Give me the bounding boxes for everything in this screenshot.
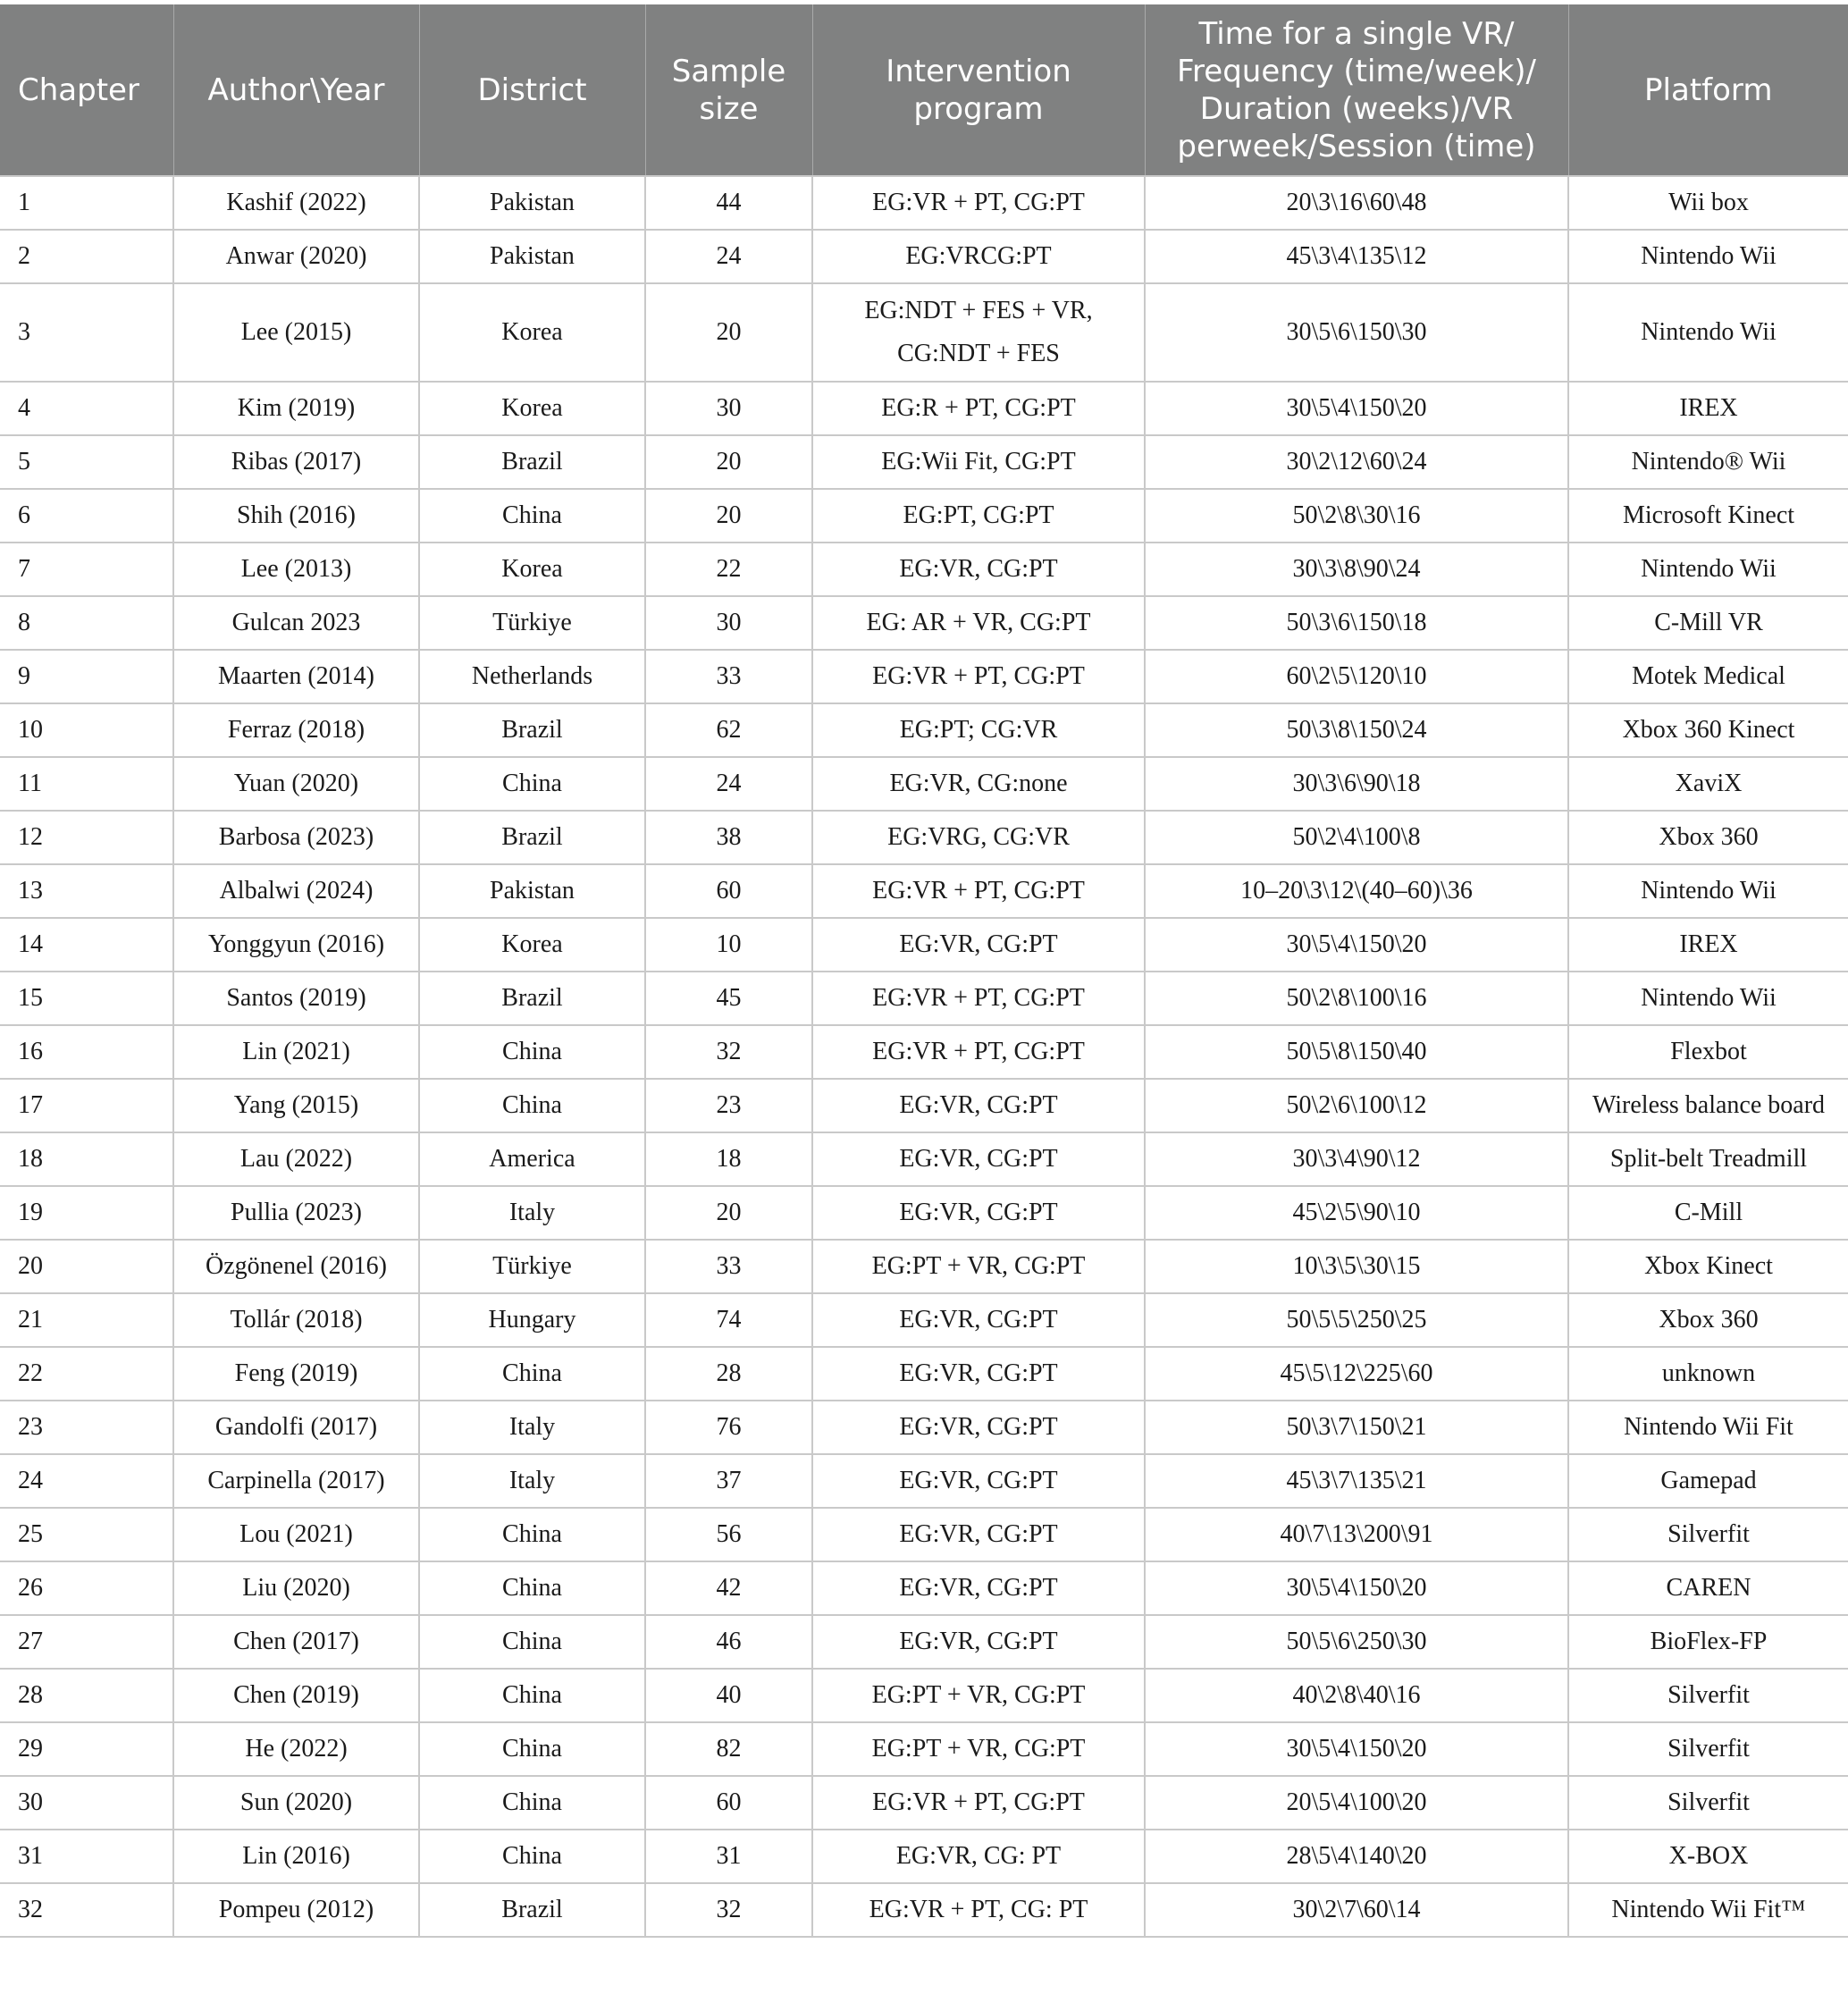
cell-platform: Gamepad [1568, 1454, 1848, 1508]
cell-platform: Split-belt Treadmill [1568, 1132, 1848, 1186]
cell-author-year: Feng (2019) [173, 1347, 419, 1401]
cell-platform: Xbox 360 [1568, 1293, 1848, 1347]
cell-platform: Nintendo Wii [1568, 543, 1848, 596]
table-body [0, 176, 1848, 1937]
cell-intervention-program: EG:PT + VR, CG:PT [812, 1722, 1145, 1776]
cell-platform: CAREN [1568, 1561, 1848, 1615]
table-row [0, 1293, 1848, 1347]
cell-sample-size: 38 [645, 811, 812, 864]
cell-sample-size: 82 [645, 1722, 812, 1776]
cell-sample-size: 23 [645, 1079, 812, 1132]
cell-district: China [419, 1722, 645, 1776]
cell-author-year: Chen (2017) [173, 1615, 419, 1669]
studies-table [0, 4, 1848, 1938]
cell-intervention-program: EG:PT + VR, CG:PT [812, 1240, 1145, 1293]
cell-intervention-program: EG:VR + PT, CG:PT [812, 972, 1145, 1025]
cell-platform: Silverfit [1568, 1669, 1848, 1722]
cell-platform: IREX [1568, 918, 1848, 972]
cell-district: Türkiye [419, 596, 645, 650]
cell-platform: Silverfit [1568, 1508, 1848, 1561]
cell-district: Korea [419, 382, 645, 435]
cell-time-frequency-duration: 10\3\5\30\15 [1145, 1240, 1568, 1293]
cell-chapter: 32 [0, 1883, 173, 1937]
cell-platform: Nintendo® Wii [1568, 435, 1848, 489]
cell-platform: Wireless balance board [1568, 1079, 1848, 1132]
cell-sample-size: 22 [645, 543, 812, 596]
cell-sample-size: 62 [645, 703, 812, 757]
cell-time-frequency-duration: 30\5\4\150\20 [1145, 1722, 1568, 1776]
cell-district: China [419, 489, 645, 543]
cell-sample-size: 20 [645, 435, 812, 489]
cell-chapter: 27 [0, 1615, 173, 1669]
cell-time-frequency-duration: 50\2\8\30\16 [1145, 489, 1568, 543]
column-header-district: District [419, 4, 645, 176]
column-header-time-frequency-duration: Time for a single VR/ Frequency (time/week)/ Duration (weeks)/VR perweek/Session (time) [1145, 4, 1568, 176]
cell-platform: Motek Medical [1568, 650, 1848, 703]
cell-platform: unknown [1568, 1347, 1848, 1401]
cell-intervention-program: EG:PT + VR, CG:PT [812, 1669, 1145, 1722]
cell-intervention-program: EG:VR, CG:PT [812, 1293, 1145, 1347]
cell-chapter: 31 [0, 1830, 173, 1883]
cell-author-year: Maarten (2014) [173, 650, 419, 703]
cell-chapter: 18 [0, 1132, 173, 1186]
cell-platform: Nintendo Wii [1568, 230, 1848, 283]
cell-district: China [419, 1776, 645, 1830]
cell-author-year: Barbosa (2023) [173, 811, 419, 864]
cell-author-year: Lin (2021) [173, 1025, 419, 1079]
cell-intervention-program: EG:Wii Fit, CG:PT [812, 435, 1145, 489]
cell-time-frequency-duration: 45\3\7\135\21 [1145, 1454, 1568, 1508]
cell-time-frequency-duration: 30\5\4\150\20 [1145, 918, 1568, 972]
cell-district: Korea [419, 283, 645, 382]
cell-time-frequency-duration: 30\5\6\150\30 [1145, 283, 1568, 382]
cell-district: China [419, 757, 645, 811]
cell-time-frequency-duration: 50\5\8\150\40 [1145, 1025, 1568, 1079]
cell-district: Korea [419, 918, 645, 972]
cell-chapter: 5 [0, 435, 173, 489]
cell-chapter: 19 [0, 1186, 173, 1240]
cell-intervention-program: EG:PT; CG:VR [812, 703, 1145, 757]
cell-chapter: 28 [0, 1669, 173, 1722]
column-header-chapter: Chapter [0, 4, 173, 176]
cell-author-year: Albalwi (2024) [173, 864, 419, 918]
cell-intervention-program: EG:NDT + FES + VR, CG:NDT + FES [812, 283, 1145, 382]
cell-district: Hungary [419, 1293, 645, 1347]
cell-district: Brazil [419, 1883, 645, 1937]
cell-author-year: Liu (2020) [173, 1561, 419, 1615]
cell-time-frequency-duration: 45\2\5\90\10 [1145, 1186, 1568, 1240]
cell-sample-size: 40 [645, 1669, 812, 1722]
cell-sample-size: 37 [645, 1454, 812, 1508]
cell-chapter: 21 [0, 1293, 173, 1347]
table-row [0, 650, 1848, 703]
table-row [0, 1830, 1848, 1883]
cell-time-frequency-duration: 45\3\4\135\12 [1145, 230, 1568, 283]
cell-author-year: Chen (2019) [173, 1669, 419, 1722]
cell-district: Türkiye [419, 1240, 645, 1293]
cell-chapter: 20 [0, 1240, 173, 1293]
cell-author-year: Lau (2022) [173, 1132, 419, 1186]
cell-sample-size: 24 [645, 757, 812, 811]
cell-intervention-program: EG:VR + PT, CG:PT [812, 176, 1145, 230]
cell-platform: Flexbot [1568, 1025, 1848, 1079]
cell-chapter: 22 [0, 1347, 173, 1401]
cell-district: Pakistan [419, 230, 645, 283]
cell-sample-size: 76 [645, 1401, 812, 1454]
cell-district: China [419, 1079, 645, 1132]
cell-time-frequency-duration: 40\7\13\200\91 [1145, 1508, 1568, 1561]
cell-chapter: 14 [0, 918, 173, 972]
cell-district: China [419, 1025, 645, 1079]
cell-time-frequency-duration: 30\5\4\150\20 [1145, 382, 1568, 435]
cell-intervention-program: EG:VR + PT, CG:PT [812, 864, 1145, 918]
column-header-author-year: Author\Year [173, 4, 419, 176]
cell-chapter: 16 [0, 1025, 173, 1079]
cell-sample-size: 32 [645, 1025, 812, 1079]
cell-platform: Xbox 360 Kinect [1568, 703, 1848, 757]
table-row [0, 1776, 1848, 1830]
cell-sample-size: 33 [645, 1240, 812, 1293]
cell-sample-size: 28 [645, 1347, 812, 1401]
cell-time-frequency-duration: 20\3\16\60\48 [1145, 176, 1568, 230]
cell-time-frequency-duration: 40\2\8\40\16 [1145, 1669, 1568, 1722]
cell-author-year: He (2022) [173, 1722, 419, 1776]
cell-chapter: 25 [0, 1508, 173, 1561]
cell-district: China [419, 1347, 645, 1401]
cell-time-frequency-duration: 60\2\5\120\10 [1145, 650, 1568, 703]
cell-intervention-program: EG:VR, CG:PT [812, 1454, 1145, 1508]
cell-chapter: 24 [0, 1454, 173, 1508]
cell-platform: Nintendo Wii [1568, 972, 1848, 1025]
cell-district: China [419, 1830, 645, 1883]
table-row [0, 1722, 1848, 1776]
cell-author-year: Kim (2019) [173, 382, 419, 435]
table-row [0, 1132, 1848, 1186]
table-row [0, 382, 1848, 435]
cell-time-frequency-duration: 50\2\8\100\16 [1145, 972, 1568, 1025]
cell-district: China [419, 1561, 645, 1615]
cell-author-year: Gulcan 2023 [173, 596, 419, 650]
table-row [0, 918, 1848, 972]
cell-sample-size: 44 [645, 176, 812, 230]
cell-chapter: 10 [0, 703, 173, 757]
cell-intervention-program: EG: AR + VR, CG:PT [812, 596, 1145, 650]
cell-chapter: 7 [0, 543, 173, 596]
cell-platform: Silverfit [1568, 1776, 1848, 1830]
cell-platform: Nintendo Wii [1568, 864, 1848, 918]
table-row [0, 1883, 1848, 1937]
cell-time-frequency-duration: 30\2\12\60\24 [1145, 435, 1568, 489]
cell-intervention-program: EG:VR + PT, CG:PT [812, 1776, 1145, 1830]
cell-intervention-program: EG:VR, CG:PT [812, 918, 1145, 972]
table-row [0, 1669, 1848, 1722]
cell-district: Brazil [419, 703, 645, 757]
cell-district: Brazil [419, 435, 645, 489]
cell-time-frequency-duration: 50\2\4\100\8 [1145, 811, 1568, 864]
cell-intervention-program: EG:VR, CG:PT [812, 1079, 1145, 1132]
cell-sample-size: 60 [645, 1776, 812, 1830]
table-row [0, 1561, 1848, 1615]
table-row [0, 1401, 1848, 1454]
cell-intervention-program: EG:VR, CG: PT [812, 1830, 1145, 1883]
cell-time-frequency-duration: 50\5\5\250\25 [1145, 1293, 1568, 1347]
cell-intervention-program: EG:VR, CG:PT [812, 543, 1145, 596]
cell-sample-size: 24 [645, 230, 812, 283]
table-row [0, 1079, 1848, 1132]
cell-author-year: Santos (2019) [173, 972, 419, 1025]
table-row [0, 811, 1848, 864]
table-row [0, 1508, 1848, 1561]
table-row [0, 1025, 1848, 1079]
cell-time-frequency-duration: 50\3\6\150\18 [1145, 596, 1568, 650]
cell-platform: IREX [1568, 382, 1848, 435]
cell-author-year: Yonggyun (2016) [173, 918, 419, 972]
cell-author-year: Anwar (2020) [173, 230, 419, 283]
cell-author-year: Carpinella (2017) [173, 1454, 419, 1508]
cell-chapter: 11 [0, 757, 173, 811]
cell-author-year: Sun (2020) [173, 1776, 419, 1830]
cell-time-frequency-duration: 50\3\7\150\21 [1145, 1401, 1568, 1454]
cell-district: Italy [419, 1454, 645, 1508]
cell-time-frequency-duration: 50\5\6\250\30 [1145, 1615, 1568, 1669]
column-header-intervention-program: Intervention program [812, 4, 1145, 176]
cell-platform: Wii box [1568, 176, 1848, 230]
cell-sample-size: 30 [645, 596, 812, 650]
cell-platform: Nintendo Wii [1568, 283, 1848, 382]
cell-sample-size: 20 [645, 283, 812, 382]
table-row [0, 283, 1848, 382]
cell-sample-size: 31 [645, 1830, 812, 1883]
cell-time-frequency-duration: 20\5\4\100\20 [1145, 1776, 1568, 1830]
cell-chapter: 6 [0, 489, 173, 543]
cell-intervention-program: EG:VRCG:PT [812, 230, 1145, 283]
cell-author-year: Tollár (2018) [173, 1293, 419, 1347]
cell-district: Brazil [419, 972, 645, 1025]
cell-district: Korea [419, 543, 645, 596]
cell-chapter: 12 [0, 811, 173, 864]
cell-sample-size: 20 [645, 1186, 812, 1240]
cell-time-frequency-duration: 10–20\3\12\(40–60)\36 [1145, 864, 1568, 918]
cell-author-year: Shih (2016) [173, 489, 419, 543]
cell-author-year: Ferraz (2018) [173, 703, 419, 757]
cell-time-frequency-duration: 30\5\4\150\20 [1145, 1561, 1568, 1615]
cell-author-year: Kashif (2022) [173, 176, 419, 230]
cell-author-year: Yuan (2020) [173, 757, 419, 811]
cell-district: Italy [419, 1401, 645, 1454]
cell-chapter: 3 [0, 283, 173, 382]
cell-sample-size: 10 [645, 918, 812, 972]
cell-intervention-program: EG:VR, CG:PT [812, 1186, 1145, 1240]
cell-sample-size: 18 [645, 1132, 812, 1186]
cell-chapter: 29 [0, 1722, 173, 1776]
table-row [0, 1454, 1848, 1508]
cell-intervention-program: EG:PT, CG:PT [812, 489, 1145, 543]
cell-chapter: 13 [0, 864, 173, 918]
cell-author-year: Özgönenel (2016) [173, 1240, 419, 1293]
cell-author-year: Pullia (2023) [173, 1186, 419, 1240]
cell-district: Italy [419, 1186, 645, 1240]
cell-district: China [419, 1615, 645, 1669]
table-row [0, 1186, 1848, 1240]
cell-author-year: Yang (2015) [173, 1079, 419, 1132]
cell-sample-size: 20 [645, 489, 812, 543]
cell-chapter: 4 [0, 382, 173, 435]
cell-sample-size: 45 [645, 972, 812, 1025]
cell-district: China [419, 1669, 645, 1722]
cell-sample-size: 74 [645, 1293, 812, 1347]
cell-platform: Nintendo Wii Fit [1568, 1401, 1848, 1454]
cell-platform: C-Mill [1568, 1186, 1848, 1240]
cell-sample-size: 60 [645, 864, 812, 918]
cell-platform: Xbox 360 [1568, 811, 1848, 864]
cell-district: Brazil [419, 811, 645, 864]
cell-platform: Xbox Kinect [1568, 1240, 1848, 1293]
cell-chapter: 26 [0, 1561, 173, 1615]
cell-time-frequency-duration: 30\2\7\60\14 [1145, 1883, 1568, 1937]
table-row [0, 230, 1848, 283]
cell-intervention-program: EG:VR + PT, CG: PT [812, 1883, 1145, 1937]
cell-author-year: Gandolfi (2017) [173, 1401, 419, 1454]
table-row [0, 757, 1848, 811]
cell-chapter: 1 [0, 176, 173, 230]
cell-sample-size: 46 [645, 1615, 812, 1669]
cell-intervention-program: EG:VR, CG:PT [812, 1347, 1145, 1401]
cell-time-frequency-duration: 30\3\4\90\12 [1145, 1132, 1568, 1186]
table-row [0, 489, 1848, 543]
cell-platform: X-BOX [1568, 1830, 1848, 1883]
table-row [0, 1240, 1848, 1293]
cell-platform: Silverfit [1568, 1722, 1848, 1776]
cell-author-year: Ribas (2017) [173, 435, 419, 489]
table-row [0, 864, 1848, 918]
cell-district: Pakistan [419, 176, 645, 230]
cell-author-year: Lou (2021) [173, 1508, 419, 1561]
cell-intervention-program: EG:VR, CG:PT [812, 1561, 1145, 1615]
cell-platform: BioFlex-FP [1568, 1615, 1848, 1669]
cell-chapter: 8 [0, 596, 173, 650]
table-row [0, 596, 1848, 650]
column-header-platform: Platform [1568, 4, 1848, 176]
cell-author-year: Lee (2013) [173, 543, 419, 596]
cell-intervention-program: EG:VR, CG:PT [812, 1401, 1145, 1454]
cell-intervention-program: EG:VR + PT, CG:PT [812, 650, 1145, 703]
column-header-sample-size: Sample size [645, 4, 812, 176]
cell-sample-size: 30 [645, 382, 812, 435]
cell-chapter: 2 [0, 230, 173, 283]
cell-time-frequency-duration: 45\5\12\225\60 [1145, 1347, 1568, 1401]
table-row [0, 1615, 1848, 1669]
table-row [0, 972, 1848, 1025]
cell-sample-size: 42 [645, 1561, 812, 1615]
cell-platform: Nintendo Wii Fit™ [1568, 1883, 1848, 1937]
cell-sample-size: 33 [645, 650, 812, 703]
cell-intervention-program: EG:R + PT, CG:PT [812, 382, 1145, 435]
cell-time-frequency-duration: 50\2\6\100\12 [1145, 1079, 1568, 1132]
cell-author-year: Pompeu (2012) [173, 1883, 419, 1937]
cell-intervention-program: EG:VR, CG:PT [812, 1132, 1145, 1186]
table-row [0, 176, 1848, 230]
table-row [0, 543, 1848, 596]
cell-chapter: 23 [0, 1401, 173, 1454]
cell-chapter: 17 [0, 1079, 173, 1132]
table-row [0, 1347, 1848, 1401]
cell-intervention-program: EG:VR + PT, CG:PT [812, 1025, 1145, 1079]
table-row [0, 703, 1848, 757]
cell-author-year: Lin (2016) [173, 1830, 419, 1883]
cell-intervention-program: EG:VRG, CG:VR [812, 811, 1145, 864]
cell-platform: Microsoft Kinect [1568, 489, 1848, 543]
cell-time-frequency-duration: 30\3\6\90\18 [1145, 757, 1568, 811]
cell-time-frequency-duration: 30\3\8\90\24 [1145, 543, 1568, 596]
cell-sample-size: 32 [645, 1883, 812, 1937]
cell-author-year: Lee (2015) [173, 283, 419, 382]
cell-intervention-program: EG:VR, CG:PT [812, 1615, 1145, 1669]
header-row [0, 4, 1848, 176]
cell-chapter: 15 [0, 972, 173, 1025]
cell-intervention-program: EG:VR, CG:PT [812, 1508, 1145, 1561]
cell-time-frequency-duration: 28\5\4\140\20 [1145, 1830, 1568, 1883]
cell-district: Netherlands [419, 650, 645, 703]
cell-chapter: 9 [0, 650, 173, 703]
cell-chapter: 30 [0, 1776, 173, 1830]
cell-district: China [419, 1508, 645, 1561]
cell-intervention-program: EG:VR, CG:none [812, 757, 1145, 811]
cell-district: America [419, 1132, 645, 1186]
cell-sample-size: 56 [645, 1508, 812, 1561]
cell-platform: XaviX [1568, 757, 1848, 811]
cell-time-frequency-duration: 50\3\8\150\24 [1145, 703, 1568, 757]
table-row [0, 435, 1848, 489]
cell-district: Pakistan [419, 864, 645, 918]
cell-platform: C-Mill VR [1568, 596, 1848, 650]
